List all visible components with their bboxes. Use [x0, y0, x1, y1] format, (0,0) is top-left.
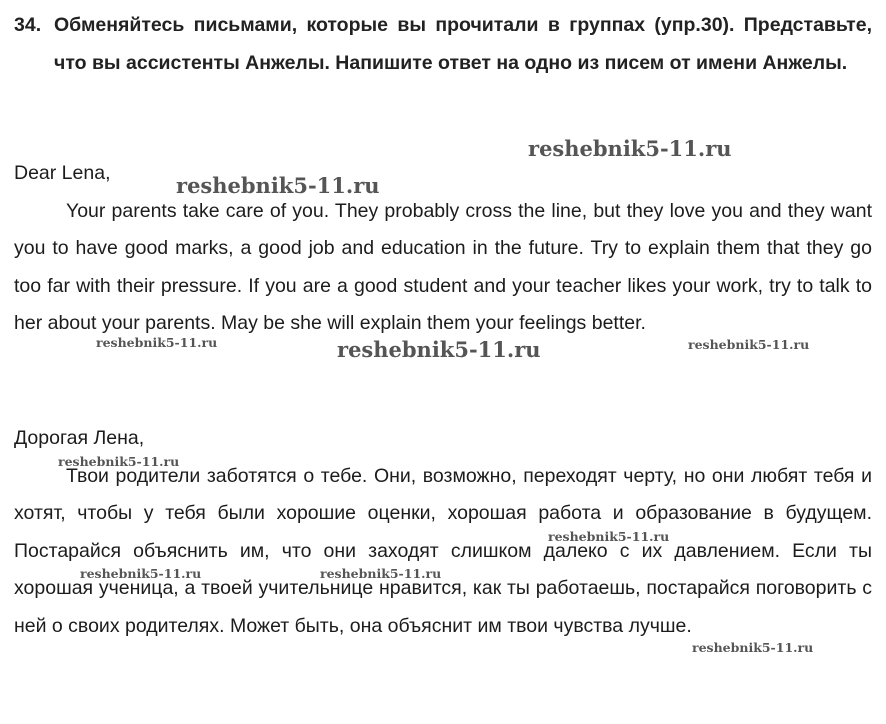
- watermark: reshebnik5-11.ru: [548, 529, 670, 544]
- letter-english-greeting: Dear Lena,: [14, 162, 111, 184]
- task-instruction: Обменяйтесь письмами, которые вы прочитали в группах (упр.30). Представьте, что вы ассистенты Анжелы. Напишите ответ на одно из писем от имени Анжелы.: [54, 14, 872, 74]
- letter-russian-greeting: Дорогая Лена,: [14, 427, 145, 449]
- letter-english: [14, 155, 872, 343]
- watermark: reshebnik5-11.ru: [528, 136, 732, 161]
- watermark: reshebnik5-11.ru: [176, 173, 380, 198]
- letter-russian-body: Твои родители заботятся о тебе. Они, возможно, переходят черту, но они любят тебя и хотят, чтобы у тебя были хорошие оценки, хорошая работа и образование в будущем. Постарайся объяснить им, что они заходят слишком далеко с их давлением. Если ты хорошая ученица, а твоей учительнице нравится, как ты работаешь, постарайся поговорить с ней о своих родителях. Может быть, она объяснит им твои чувства лучше.: [14, 464, 872, 637]
- watermark: reshebnik5-11.ru: [58, 454, 180, 469]
- task-block: [14, 6, 872, 82]
- watermark: reshebnik5-11.ru: [692, 640, 814, 655]
- letter-english-body: Your parents take care of you. They probably cross the line, but they love you and they want you to have good marks, a good job and education in the future. Try to explain them that they go too far with their pressure. If you are a good student and your teacher likes your work, try to talk to her about your parents. May be she will explain them your feelings better.: [14, 199, 872, 335]
- watermark: reshebnik5-11.ru: [320, 566, 442, 581]
- watermark: reshebnik5-11.ru: [337, 337, 541, 362]
- watermark: reshebnik5-11.ru: [96, 335, 218, 350]
- watermark: reshebnik5-11.ru: [688, 337, 810, 352]
- task-number: 34.: [14, 14, 42, 36]
- watermark: reshebnik5-11.ru: [80, 566, 202, 581]
